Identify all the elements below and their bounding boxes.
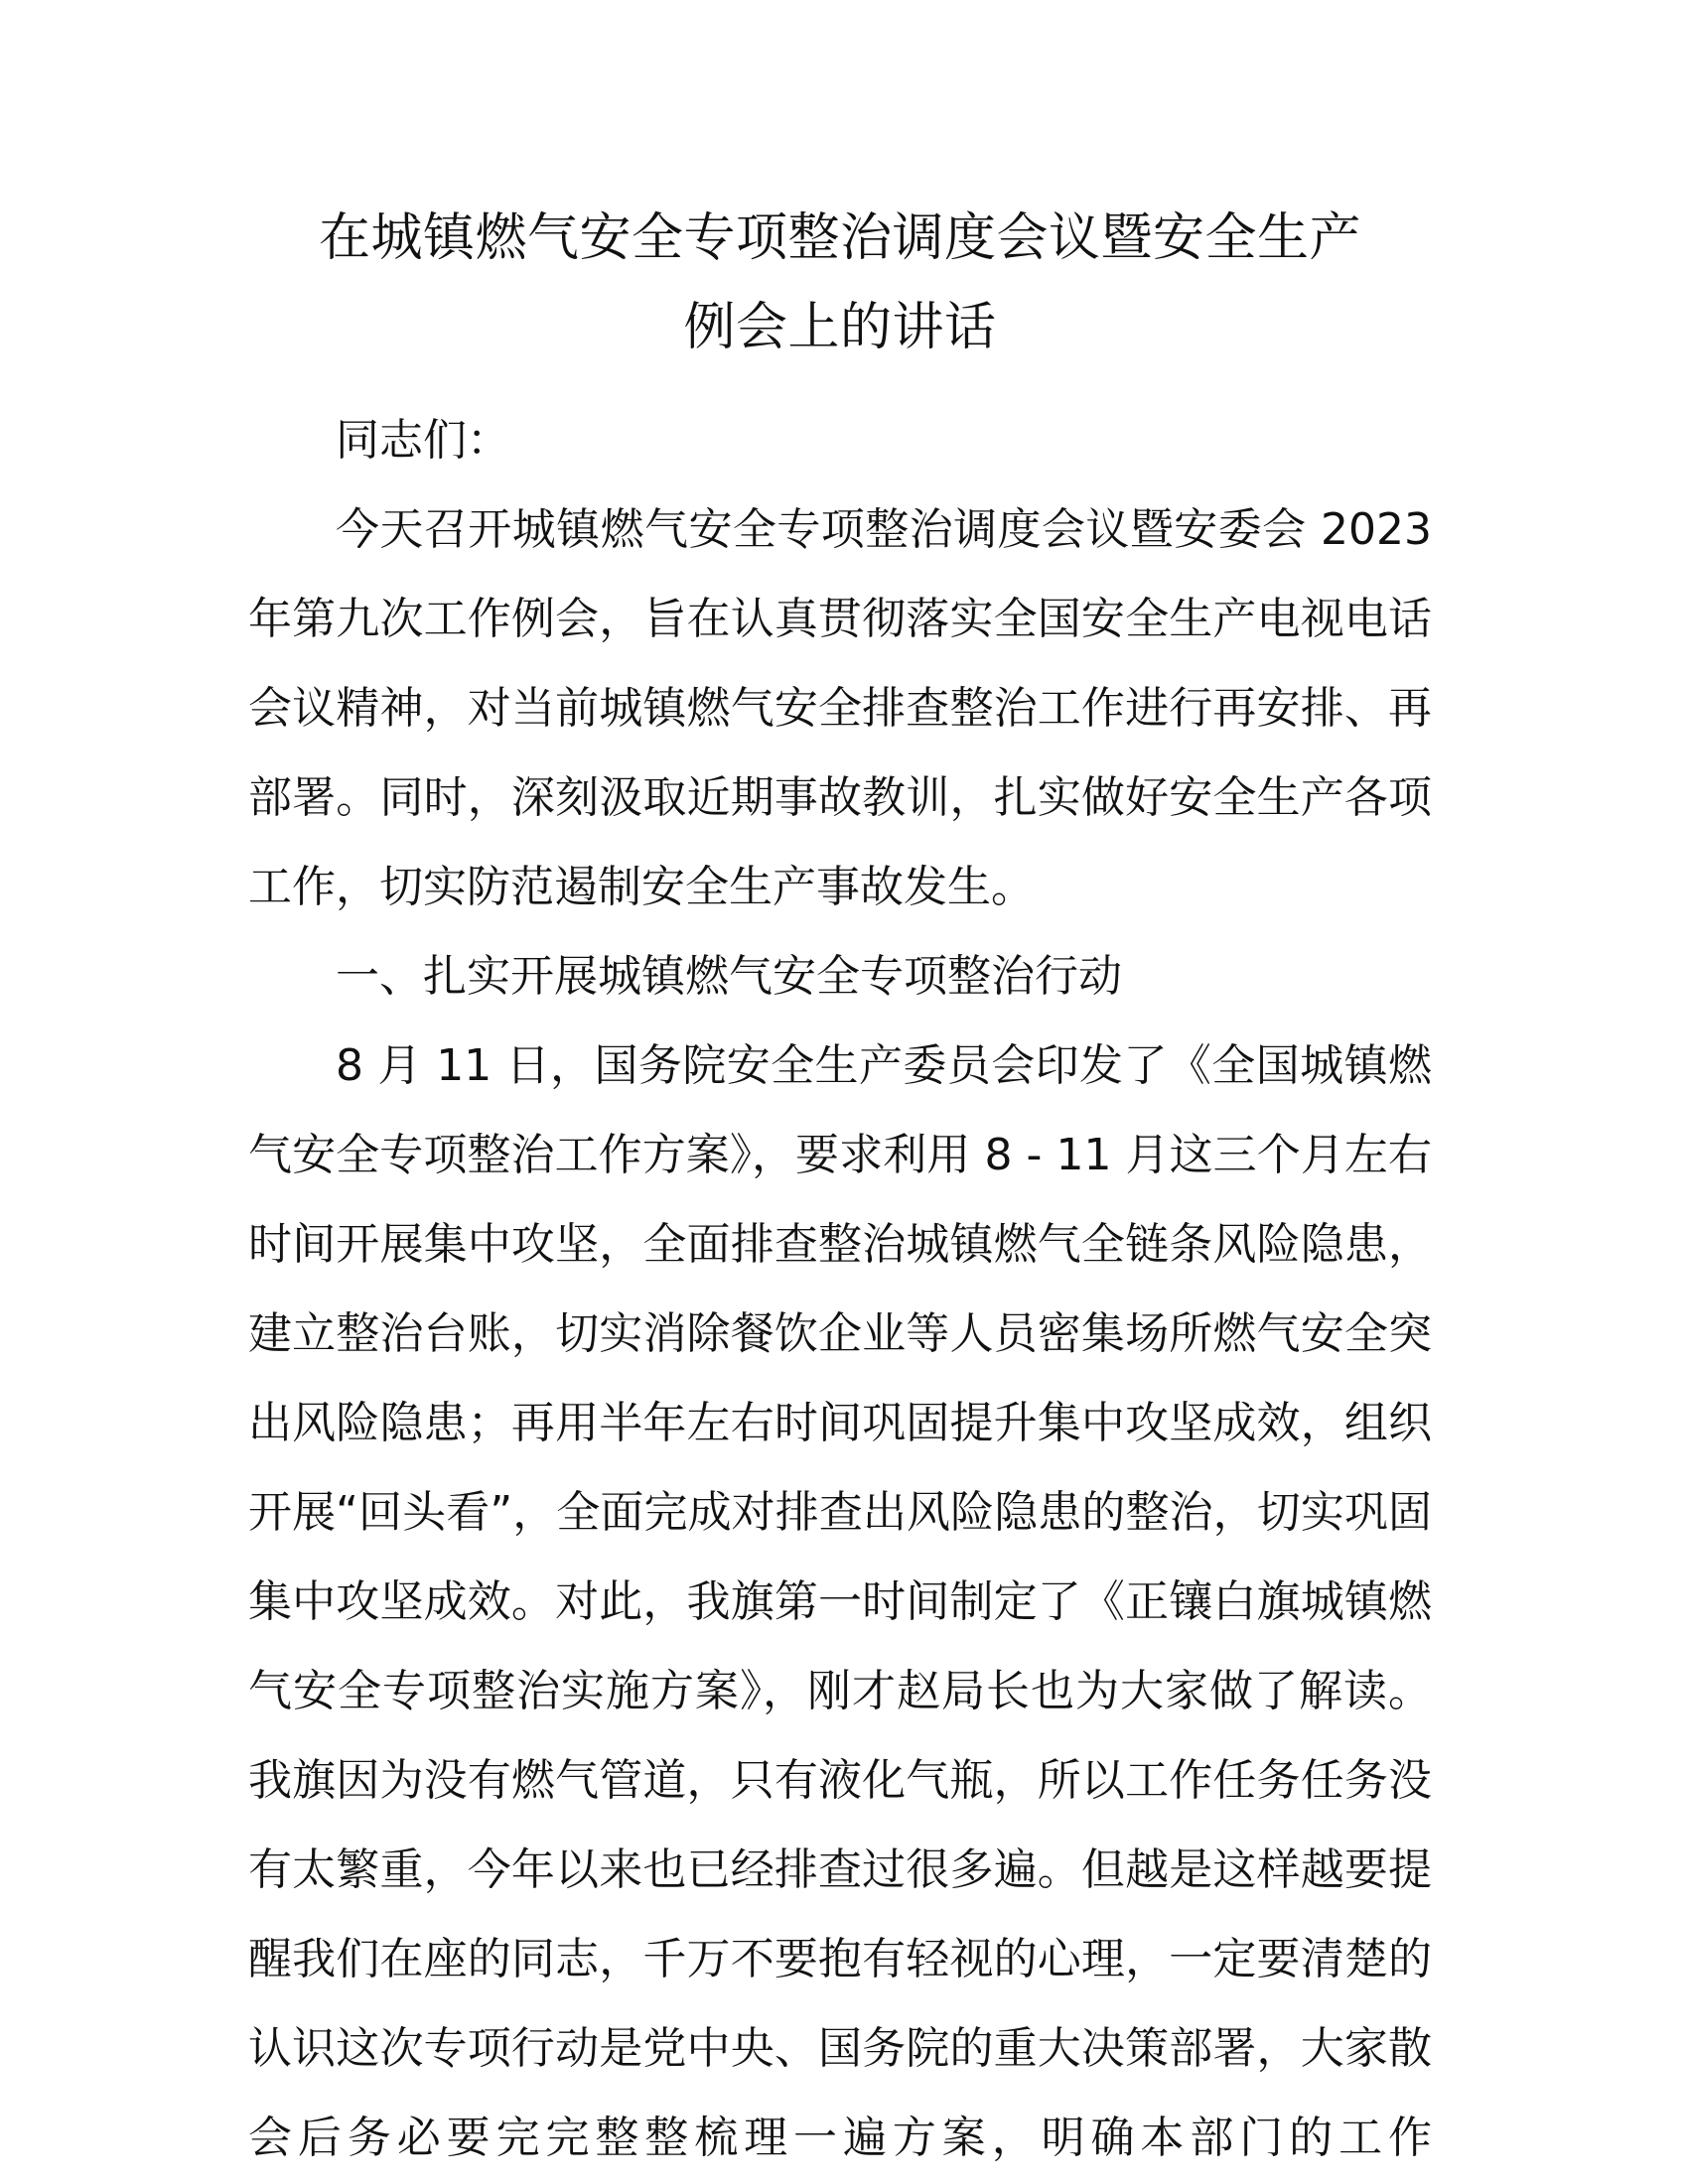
paragraph-section-1: 8 月 11 日，国务院安全生产委员会印发了《全国城镇燃气安全专项整治工作方案》，要求利用 8 - 11 月这三个月左右时间开展集中攻坚，全面排查整治城镇燃气全链条风险隐患，建立整治台账，切实消除餐饮企业等人员密集场所燃气安全突出风险隐患；再用半年左右时间巩固提升集中攻坚成效，组织开展“回头看”，全面完成对排查出风险隐患的整治，切实巩固集中攻坚成效。对此，我旗第一时间制定了《正镶白旗城镇燃气安全专项整治实施方案》，刚才赵局长也为大家做了解读。我旗因为没有燃气管道，只有液化气瓶，所以工作任务任务没有太繁重，今年以来也已经排查过很多遍。但越是这样越要提醒我们在座的同志，千万不要抱有轻视的心理，一定要清楚的认识这次专项行动是党中央、国务院的重大决策部署，大家散会后务必要完完整整梳理一遍方案，明确本部门的工作 <box>248 1040 1432 2163</box>
document-body <box>248 194 1432 2163</box>
document-title <box>248 194 1432 372</box>
title-line-2: 例会上的讲话 <box>683 298 997 357</box>
title-line-1: 在城镇燃气安全专项整治调度会议暨安全生产 <box>318 208 1361 268</box>
salutation: 同志们： <box>336 415 510 466</box>
section-heading-1: 一、扎实开展城镇燃气安全专项整治行动 <box>336 951 1122 1002</box>
paragraph-intro: 今天召开城镇燃气安全专项整治调度会议暨安委会 2023 年第九次工作例会，旨在认真贯彻落实全国安全生产电视电话会议精神，对当前城镇燃气安全排查整治工作进行再安排、再部署。同时，深刻汲取近期事故教训，扎实做好安全生产各项工作，切实防范遏制安全生产事故发生。 <box>248 504 1432 912</box>
